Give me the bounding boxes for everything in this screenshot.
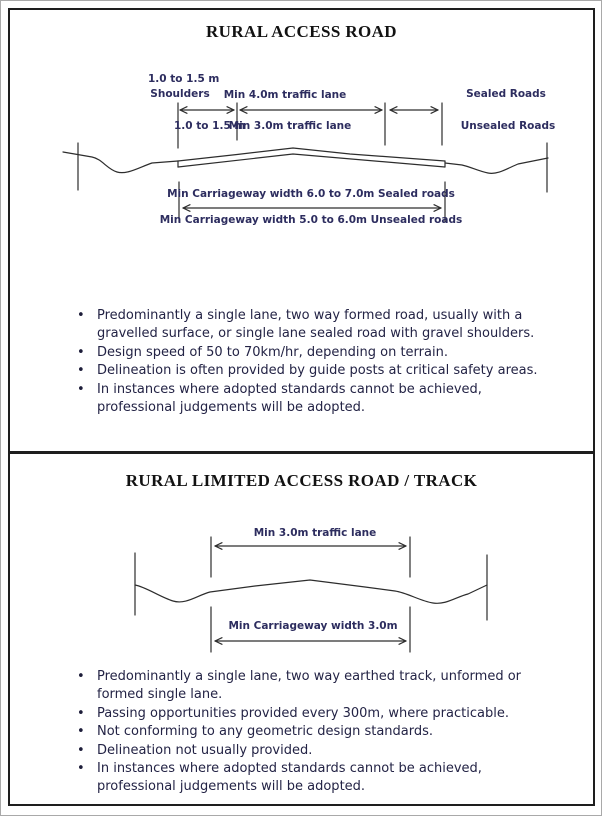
- bullet-line: • Design speed of 50 to 70km/hr, depending on terrain.: [97, 344, 448, 360]
- label-unsealed-traffic-lane: Min 3.0m traffic lane: [228, 120, 352, 132]
- label-traffic-lane: Min 3.0m traffic lane: [253, 527, 377, 539]
- carriageway-dimension-arrow: [215, 638, 406, 645]
- rural-access-road-cross-section-diagram: [10, 70, 593, 235]
- dimension-lines: [211, 537, 410, 652]
- bullet-item: [75, 381, 587, 418]
- section-rural-limited-access-road-track: [8, 452, 595, 806]
- section-title: RURAL ACCESS ROAD: [205, 22, 397, 41]
- bullet-item: [75, 705, 587, 723]
- bullet-line: • In instances where adopted standards cannot be achieved,: [97, 381, 482, 397]
- label-carriageway-unsealed: Min Carriageway width 5.0 to 6.0m Unsealed roads: [159, 214, 463, 226]
- label-unsealed-roads: Unsealed Roads: [460, 120, 556, 132]
- label-sealed-roads: Sealed Roads: [466, 88, 546, 100]
- label-sealed-traffic-lane: Min 4.0m traffic lane: [223, 89, 347, 101]
- bullet-line: • Predominantly a single lane, two way formed road, usually with a: [97, 308, 523, 323]
- traffic-lane-dimension-arrow: [215, 543, 406, 550]
- section-rural-access-road: [8, 8, 595, 453]
- bullet-line: • Delineation is often provided by guide posts at critical safety areas.: [97, 363, 538, 379]
- bullet-line: professional judgements will be adopted.: [97, 779, 366, 795]
- bullet-item: [75, 307, 587, 344]
- bullet-line: • Not conforming to any geometric design standards.: [97, 724, 434, 740]
- label-shoulders: Shoulders: [150, 88, 210, 100]
- label-shoulder-width-bottom: 1.0 to 1.5 m: [174, 120, 246, 132]
- rural-track-cross-section-diagram: [10, 505, 593, 670]
- bullet-item: [75, 742, 587, 760]
- bullet-item: [75, 362, 587, 380]
- bullet-line: formed single lane.: [97, 687, 223, 703]
- bullet-line: • Passing opportunities provided every 300m, where practicable.: [97, 705, 509, 721]
- road-surface-outline: [63, 148, 548, 173]
- bullet-list: [75, 668, 587, 797]
- bullet-item: [75, 344, 587, 362]
- label-carriageway: Min Carriageway width 3.0m: [228, 620, 398, 632]
- bullet-item: [75, 723, 587, 741]
- right-shoulder-dimension-arrow: [390, 107, 438, 114]
- bullet-line: professional judgements will be adopted.: [97, 400, 366, 416]
- label-carriageway-sealed: Min Carriageway width 6.0 to 7.0m Sealed roads: [167, 188, 455, 200]
- bullet-list: [75, 307, 587, 417]
- bullet-item: [75, 760, 587, 797]
- carriageway-dimension-arrow: [183, 205, 441, 212]
- shoulder-dimension-arrow: [180, 107, 234, 114]
- traffic-lane-dimension-arrow: [240, 107, 382, 114]
- section-title: RURAL LIMITED ACCESS ROAD / TRACK: [125, 471, 478, 490]
- bullet-item: [75, 668, 587, 705]
- boundary-posts: [135, 553, 487, 620]
- label-shoulder-width-top: 1.0 to 1.5 m: [148, 73, 220, 85]
- bullet-line: • In instances where adopted standards cannot be achieved,: [97, 761, 482, 777]
- bullet-line: • Predominantly a single lane, two way earthed track, unformed or: [97, 669, 522, 684]
- bullet-line: gravelled surface, or single lane sealed road with gravel shoulders.: [97, 326, 535, 342]
- road-surface-outline: [135, 580, 487, 603]
- bullet-line: • Delineation not usually provided.: [97, 742, 313, 758]
